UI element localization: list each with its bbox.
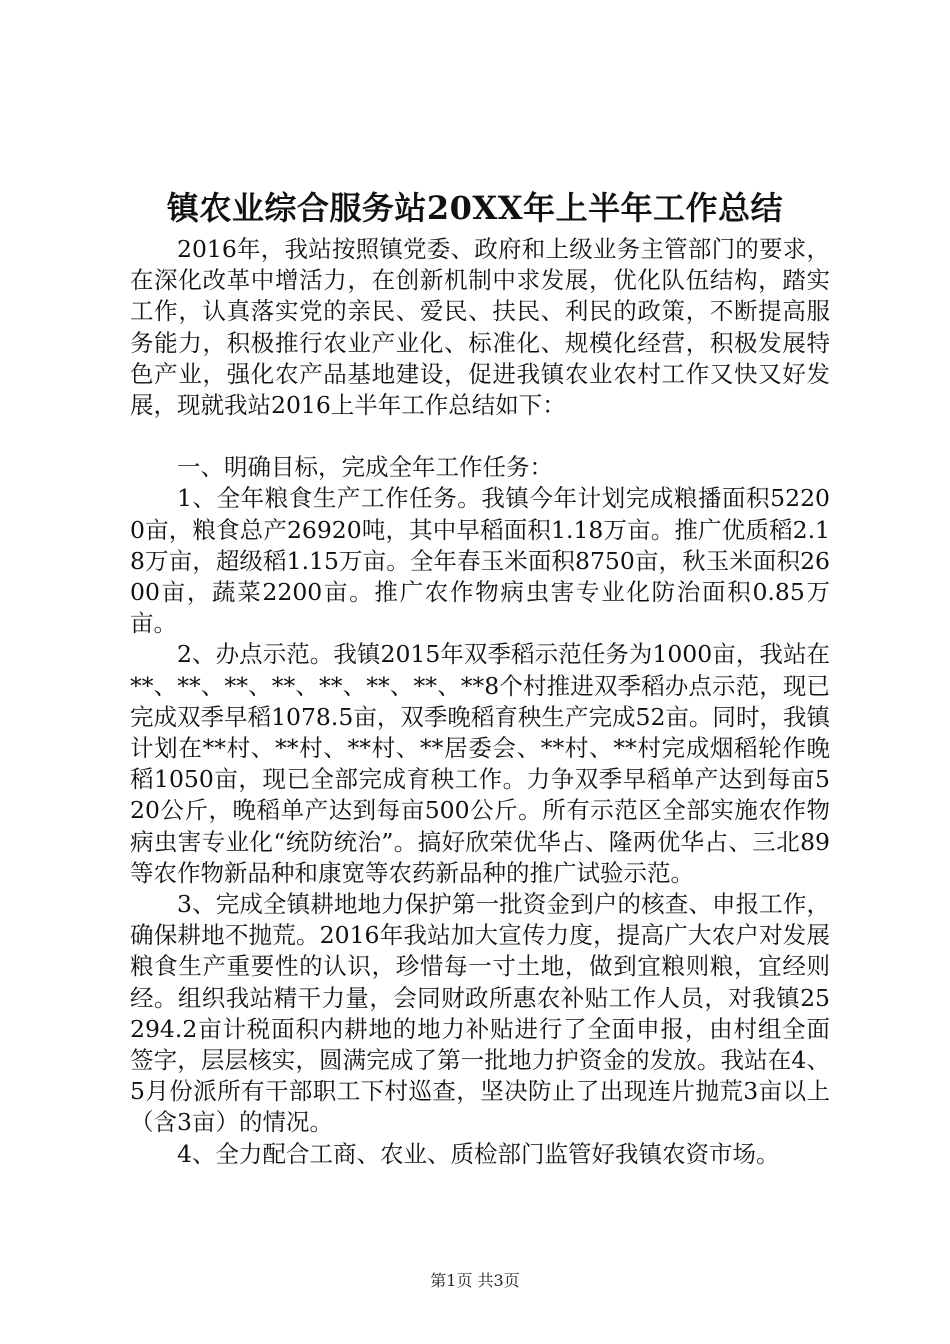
document-body xyxy=(130,234,830,1170)
page-indicator: 第1页 共3页 xyxy=(430,1271,520,1290)
item-paragraph-3: 3、完成全镇耕地地力保护第一批资金到户的核查、申报工作，确保耕地不抛荒。2016年我站加大宣传力度，提高广大农户对发展粮食生产重要性的认识，珍惜每一寸土地，做到宜粮则粮，宜经则经。组织我站精干力量，会同财政所惠农补贴工作人员，对我镇25294.2亩计税面积内耕地的地力补贴进行了全面申报，由村组全面签字，层层核实，圆满完成了第一批地力护资金的发放。我站在4、5月份派所有干部职工下村巡查，坚决防止了出现连片抛荒3亩以上（含3亩）的情况。 xyxy=(130,890,830,1137)
section-heading: 一、明确目标，完成全年工作任务： xyxy=(177,453,553,482)
item-paragraph-4: 4、全力配合工商、农业、质检部门监管好我镇农资市场。 xyxy=(177,1139,780,1168)
item-paragraph-2: 2、办点示范。我镇2015年双季稻示范任务为1000亩，我站在**、**、**、**、**、**、**、**8个村推进双季稻办点示范，现已完成双季早稻1078.5亩，双季晚稻育秧生产完成52亩。同时，我镇计划在**村、**村、**村、**居委会、**村、**村完成烟稻轮作晚稻1050亩，现已全部完成育秧工作。力争双季早稻单产达到每亩520公斤，晚稻单产达到每亩500公斤。所有示范区全部实施农作物病虫害专业化“统防统治”。搞好欣荣优华占、隆两优华占、三北89等农作物新品种和康宽等农药新品种的推广试验示范。 xyxy=(130,640,830,887)
document-title: 镇农业综合服务站20XX年上半年工作总结 xyxy=(166,189,784,227)
intro-paragraph: 2016年，我站按照镇党委、政府和上级业务主管部门的要求，在深化改革中增活力，在创新机制中求发展，优化队伍结构，踏实工作，认真落实党的亲民、爱民、扶民、利民的政策，不断提高服务能力，积极推行农业产业化、标准化、规模化经营，积极发展特色产业，强化农产品基地建设，促进我镇农业农村工作又快又好发展，现就我站2016上半年工作总结如下： xyxy=(130,235,830,420)
item-paragraph-1: 1、全年粮食生产工作任务。我镇今年计划完成粮播面积52200亩，粮食总产26920吨，其中早稻面积1.18万亩。推广优质稻2.18万亩，超级稻1.15万亩。全年春玉米面积8750亩，秋玉米面积2600亩，蔬菜2200亩。推广农作物病虫害专业化防治面积0.85万亩。 xyxy=(130,484,830,638)
